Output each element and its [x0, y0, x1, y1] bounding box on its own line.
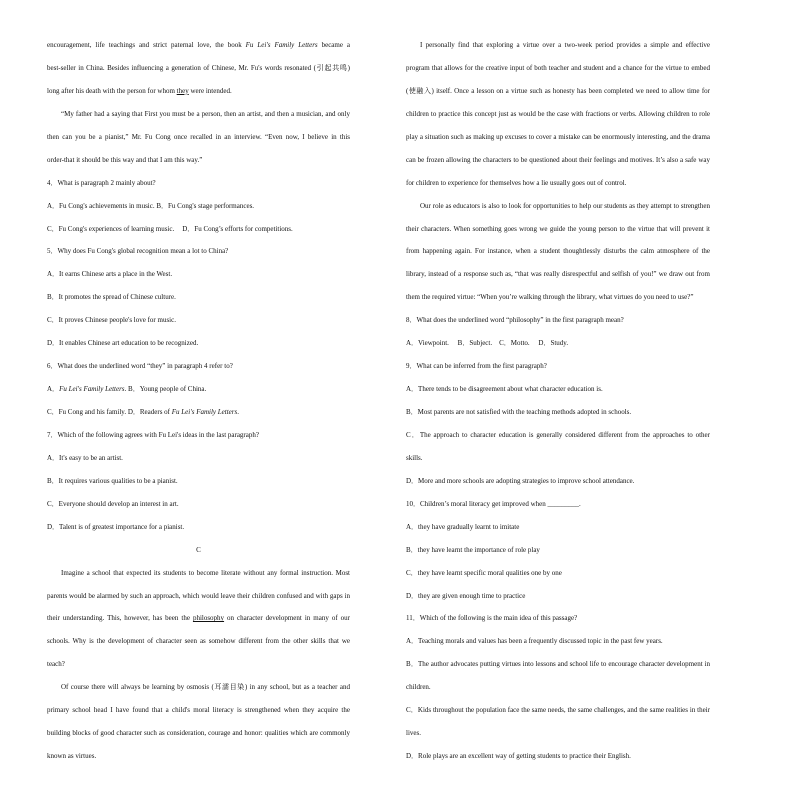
passage-b-line-5: then can you be a pianist,” Mr. Fu Cong once recalled in an interview. “Even now, I believe in this	[47, 132, 350, 141]
passage-c-line-15: can be frozen allowing the characters to be questioned about their feelings and motives. It’s also a safe way	[406, 155, 710, 164]
passage-c-line-21: them the required virtue: “When you’re walking through the library, what virtues do you need to use?”	[406, 293, 694, 302]
question-8: 8．What does the underlined word “philosophy” in the first paragraph mean?	[406, 316, 624, 325]
passage-c-line-16: for children to experience for themselves how a lie usually goes out of control.	[406, 178, 627, 187]
passage-c-line-18: their characters. When something goes wrong we guide the young person to the virtue that will prevent it	[406, 224, 710, 233]
question-5-option-b: B．It promotes the spread of Chinese culture.	[47, 293, 176, 302]
question-11-option-a: A．Teaching morals and values has been a frequently discussed topic in the past few years.	[406, 637, 663, 646]
passage-c-line-7: primary school head I have found that a child's moral literacy is strengthened when they acquire the	[47, 706, 350, 715]
question-4: 4．What is paragraph 2 mainly about?	[47, 178, 156, 187]
passage-c-line-3: their understanding. This, however, has been the philosophy on character development in many of our	[47, 614, 350, 623]
question-8-options: A．Viewpoint. B．Subject. C．Motto. D．Study.	[406, 339, 569, 348]
passage-c-line-4: schools. Why is the development of character seen as somehow different from the other skills that we	[47, 637, 350, 646]
question-5-option-d: D．It enables Chinese art education to be recognized.	[47, 339, 199, 348]
question-7-option-d: D．Talent is of greatest importance for a pianist.	[47, 522, 185, 531]
question-10: 10．Children’s moral literacy get improved when _________.	[406, 499, 581, 508]
passage-b-line-4: “My father had a saying that First you must be a person, then an artist, and then a musician, and only	[61, 109, 350, 118]
question-11-option-c: C．Kids throughout the population face the same needs, the same challenges, and the same realities in their	[406, 706, 710, 715]
question-5-option-a: A．It earns Chinese arts a place in the West.	[47, 270, 173, 279]
question-4-options-ab: A．Fu Cong's achievements in music. B．Fu Cong's stage performances.	[47, 201, 255, 210]
passage-c-line-20: library, instead of a response such as, “that was really disrespectful and selfish of you!” we draw out from	[406, 270, 710, 279]
passage-c-line-11: program that allows for the creative input of both teacher and student and a chance for the virtue to embed	[406, 63, 710, 72]
right-column	[406, 34, 710, 768]
question-9-option-c-cont: skills.	[406, 453, 423, 462]
question-9-option-d: D．More and more schools are adopting strategies to improve school attendance.	[406, 476, 635, 485]
passage-c-line-13: children to practice this concept just as would be the case with fractions or verbs. Allowing children to role	[406, 109, 710, 118]
question-7-option-a: A．It's easy to be an artist.	[47, 453, 123, 462]
question-6-options-ab: A．Fu Lei's Family Letters. B．Young people of China.	[47, 385, 207, 394]
question-7-option-c: C．Everyone should develop an interest in art.	[47, 499, 179, 508]
passage-c-line-10: I personally find that exploring a virtue over a two-week period provides a simple and effective	[420, 41, 710, 49]
question-6: 6．What does the underlined word “they” in paragraph 4 refer to?	[47, 362, 233, 371]
passage-b-line-2: best-seller in China. Besides influencing a generation of Chinese, Mr. Fu's words resonated (引起共鸣)	[47, 63, 350, 72]
question-9: 9．What can be inferred from the first paragraph?	[406, 362, 547, 371]
passage-c-line-5: teach?	[47, 660, 65, 669]
question-10-option-b: B．they have learnt the importance of role play	[406, 545, 540, 554]
underlined-philosophy: philosophy	[192, 614, 225, 623]
question-10-option-d: D．they are given enough time to practice	[406, 591, 526, 600]
book-title: Fu Lei's Family Letters	[245, 41, 318, 49]
question-9-option-c: C．The approach to character education is generally considered different from the approaches to other	[406, 430, 710, 439]
question-10-option-a: A．they have gradually learnt to imitate	[406, 522, 520, 531]
passage-c-line-8: building blocks of good character such as consideration, courage and honor: qualities which are commonly	[47, 729, 350, 738]
question-4-options-cd: C．Fu Cong's experiences of learning music. D．Fu Cong’s efforts for competitions.	[47, 224, 293, 233]
question-9-option-b: B．Most parents are not satisfied with the teaching methods adopted in schools.	[406, 408, 632, 416]
question-5: 5．Why does Fu Cong's global recognition mean a lot to China?	[47, 247, 229, 256]
question-11-option-b: B．The author advocates putting virtues into lessons and school life to encourage character development in	[406, 660, 710, 669]
section-heading-c: C	[196, 545, 201, 554]
question-10-option-c: C．they have learnt specific moral qualities one by one	[406, 568, 562, 577]
passage-c-line-1: Imagine a school that expected its students to become literate without any formal instruction. Most	[61, 568, 350, 577]
question-11: 11．Which of the following is the main idea of this passage?	[406, 614, 578, 623]
passage-b-line-1: encouragement, life teachings and strict paternal love, the book Fu Lei's Family Letters became a	[47, 41, 350, 49]
passage-c-line-19: from happening again. For instance, when a student thoughtlessly disturbs the calm atmosphere of the	[406, 247, 710, 256]
passage-b-line-6: order-that it should be this way and that I am this way.”	[47, 155, 203, 164]
question-5-option-c: C．It proves Chinese people's love for music.	[47, 316, 176, 325]
passage-c-line-17: Our role as educators is also to look for opportunities to help our students as they attempt to strengthen	[420, 201, 710, 210]
question-11-option-d: D．Role plays are an excellent way of getting students to practice their English.	[406, 752, 631, 761]
question-9-option-a: A．There tends to be disagreement about what character education is.	[406, 385, 603, 394]
question-7: 7．Which of the following agrees with Fu Lei's ideas in the last paragraph?	[47, 430, 259, 439]
question-6-options-cd: C．Fu Cong and his family. D．Readers of Fu Lei's Family Letters.	[47, 408, 239, 416]
question-11-option-b-cont: children.	[406, 683, 431, 692]
passage-c-line-9: known as virtues.	[47, 752, 97, 761]
passage-c-line-6: Of course there will always be learning by osmosis (耳濡目染) in any school, but as a teacher and	[61, 683, 350, 692]
passage-c-line-2: parents would be alarmed by such an approach, which would leave their children confused and with gaps in	[47, 591, 350, 600]
question-7-option-b: B．It requires various qualities to be a pianist.	[47, 476, 178, 485]
left-column	[47, 34, 350, 768]
underlined-they: they	[176, 86, 189, 95]
passage-c-line-12: (使融入) itself. Once a lesson on a virtue such as honesty has been completed we need to allow time for	[406, 86, 710, 95]
passage-b-line-3: long after his death with the person for whom they were intended.	[47, 86, 232, 95]
question-11-option-c-cont: lives.	[406, 729, 421, 738]
passage-c-line-14: play a situation such as making up excuses to cover a mistake can be enormously interesting, and the drama	[406, 132, 710, 141]
